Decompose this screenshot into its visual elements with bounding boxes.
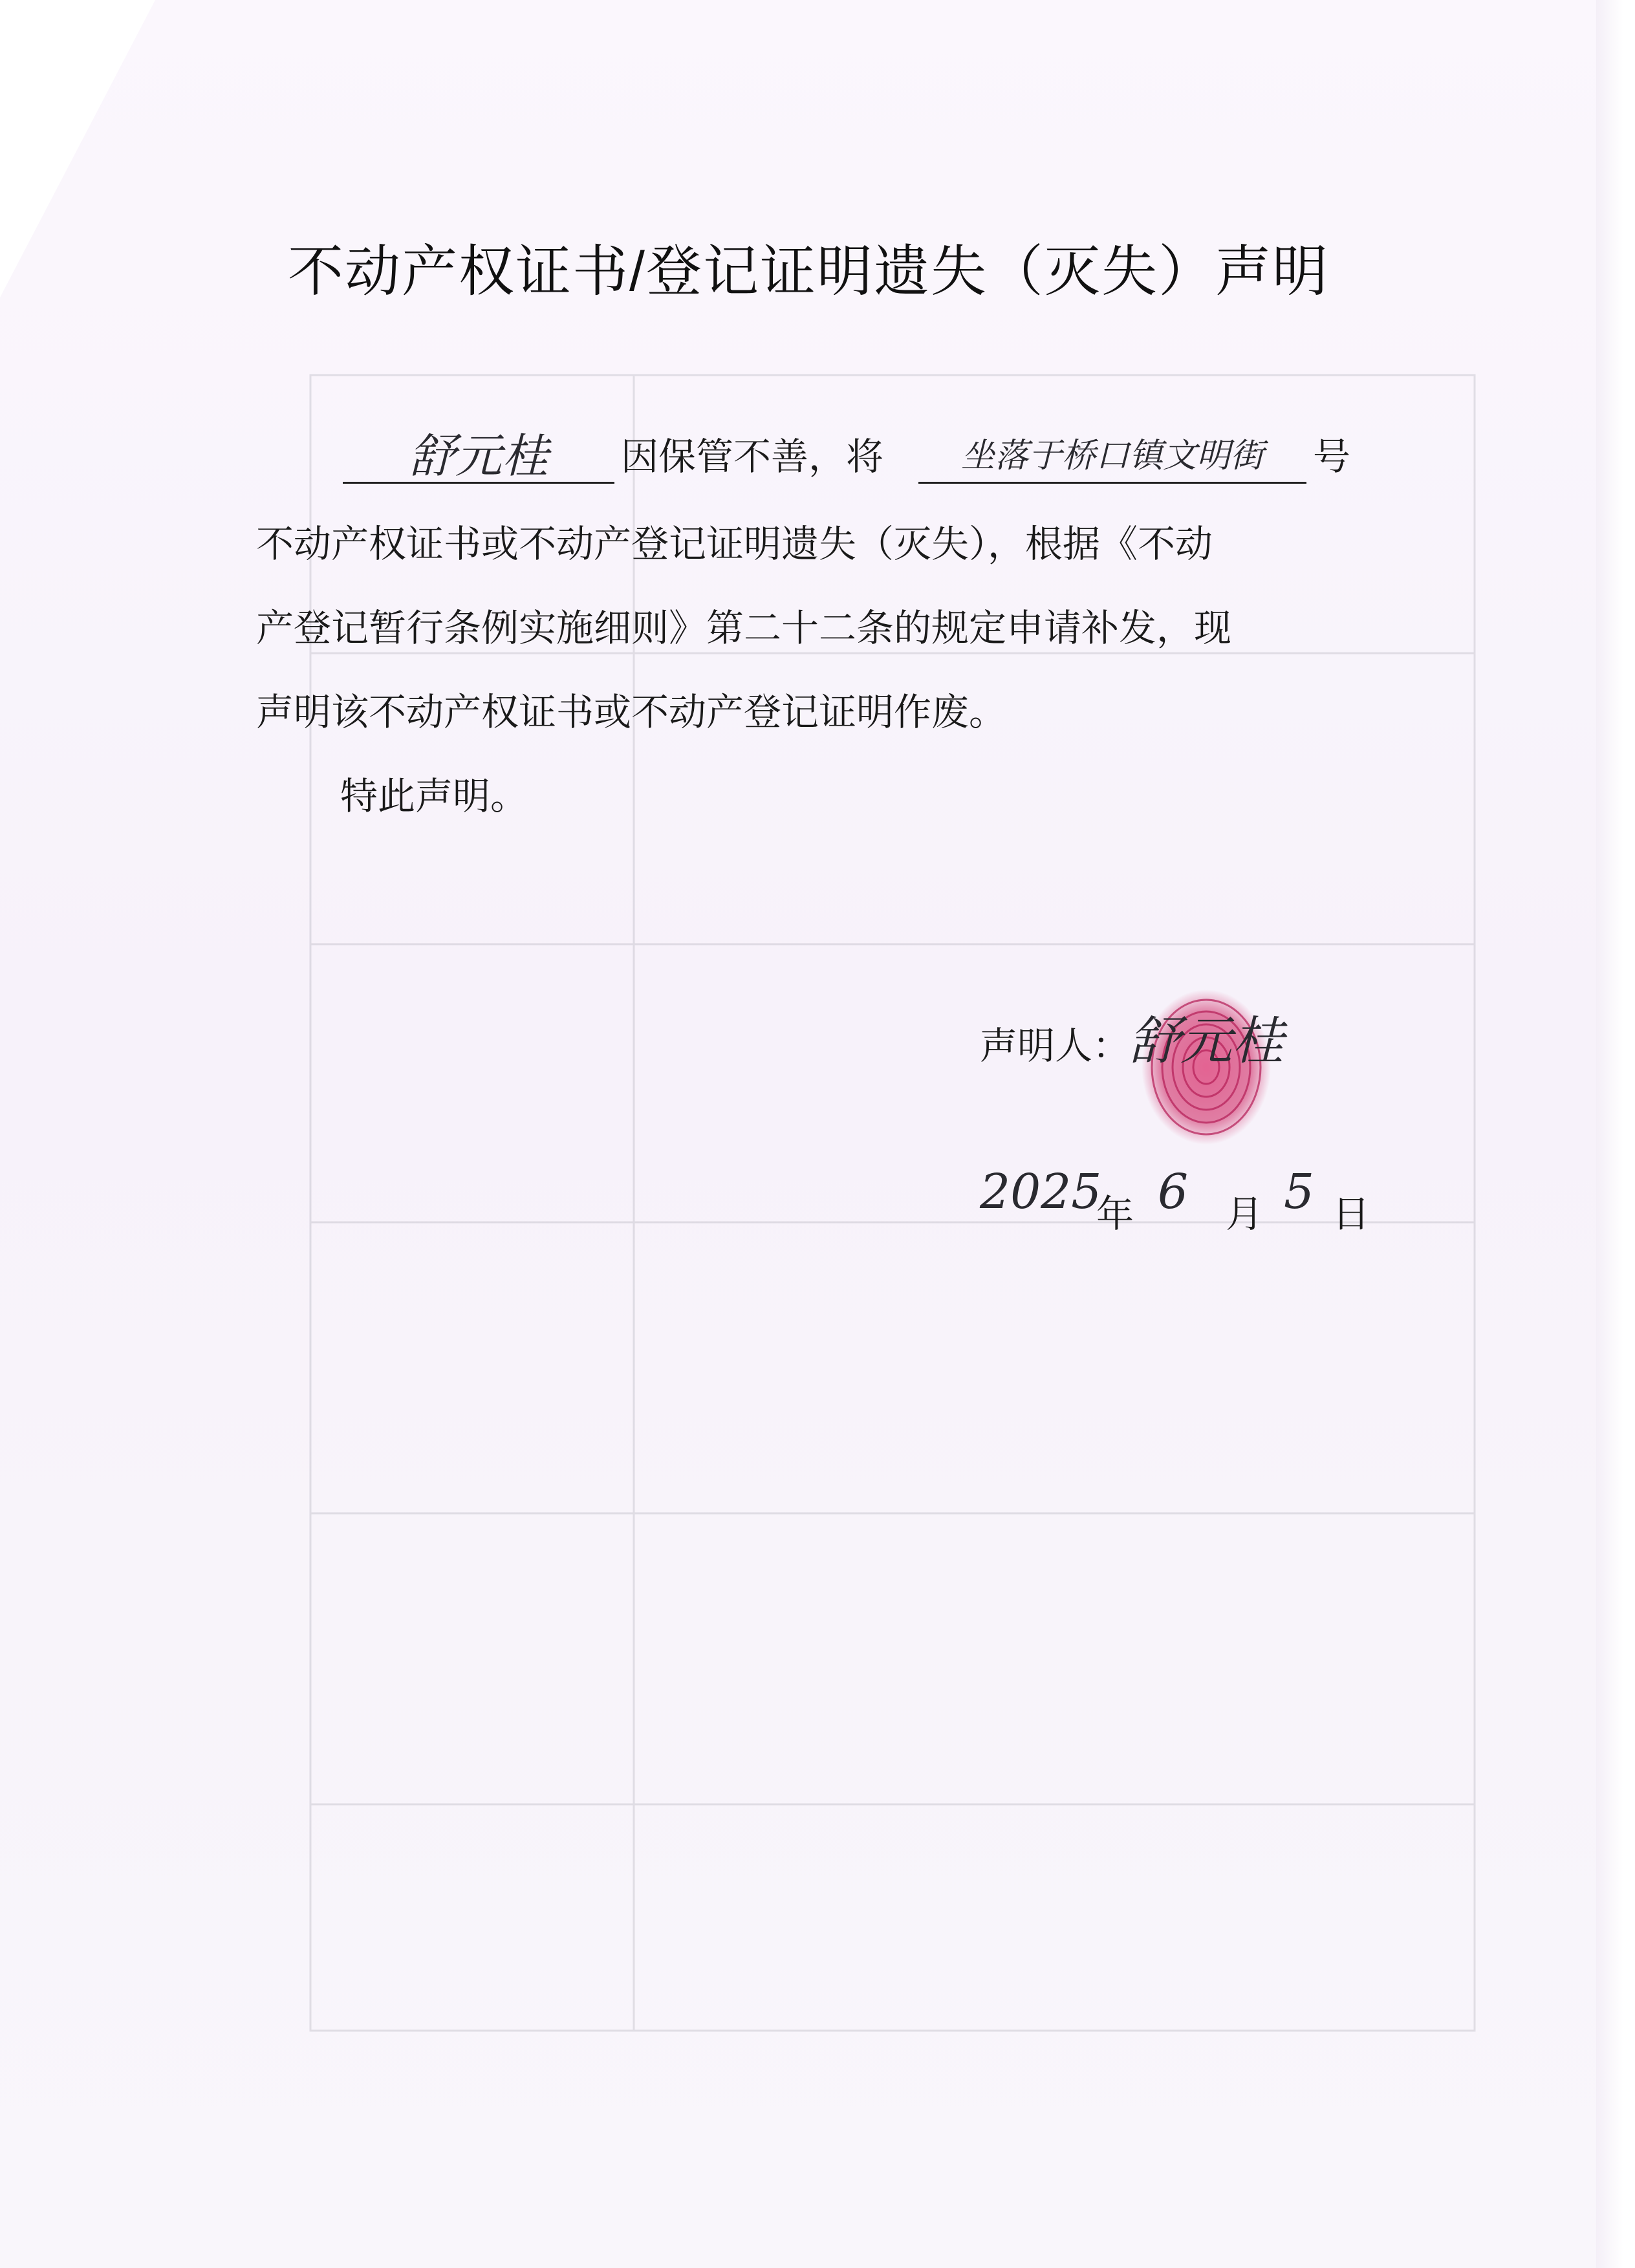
date-year-handwritten: 2025 (980, 1164, 1102, 1220)
declarant-signature: 舒元桂 (1129, 1011, 1284, 1071)
body-line4: 声明该不动产权证书或不动产登记证明作废。 (256, 690, 1007, 734)
declarant-label: 声明人： (980, 1024, 1131, 1068)
date-year-label: 年 (1096, 1192, 1134, 1236)
date-month-label: 月 (1226, 1192, 1264, 1236)
body-line1-middle: 因保管不善，将 (621, 435, 884, 479)
document-title: 不动产权证书/登记证明遗失（灭失）声明 (288, 241, 1329, 303)
closing-statement: 特此声明。 (340, 774, 528, 818)
date-day-handwritten: 5 (1284, 1164, 1315, 1220)
property-address-handwritten: 坐落于桥口镇文明街 (918, 430, 1306, 484)
date-month-handwritten: 6 (1158, 1164, 1189, 1220)
body-line3: 产登记暂行条例实施细则》第二十二条的规定申请补发，现 (256, 606, 1232, 650)
date-day-label: 日 (1332, 1192, 1370, 1236)
body-line1-end: 号 (1313, 435, 1351, 479)
declarant-name-handwritten: 舒元桂 (343, 430, 614, 484)
body-line2: 不动产权证书或不动产登记证明遗失（灭失），根据《不动 (256, 522, 1213, 566)
page-edge-shadow (1596, 0, 1635, 2268)
folded-corner (0, 0, 155, 297)
